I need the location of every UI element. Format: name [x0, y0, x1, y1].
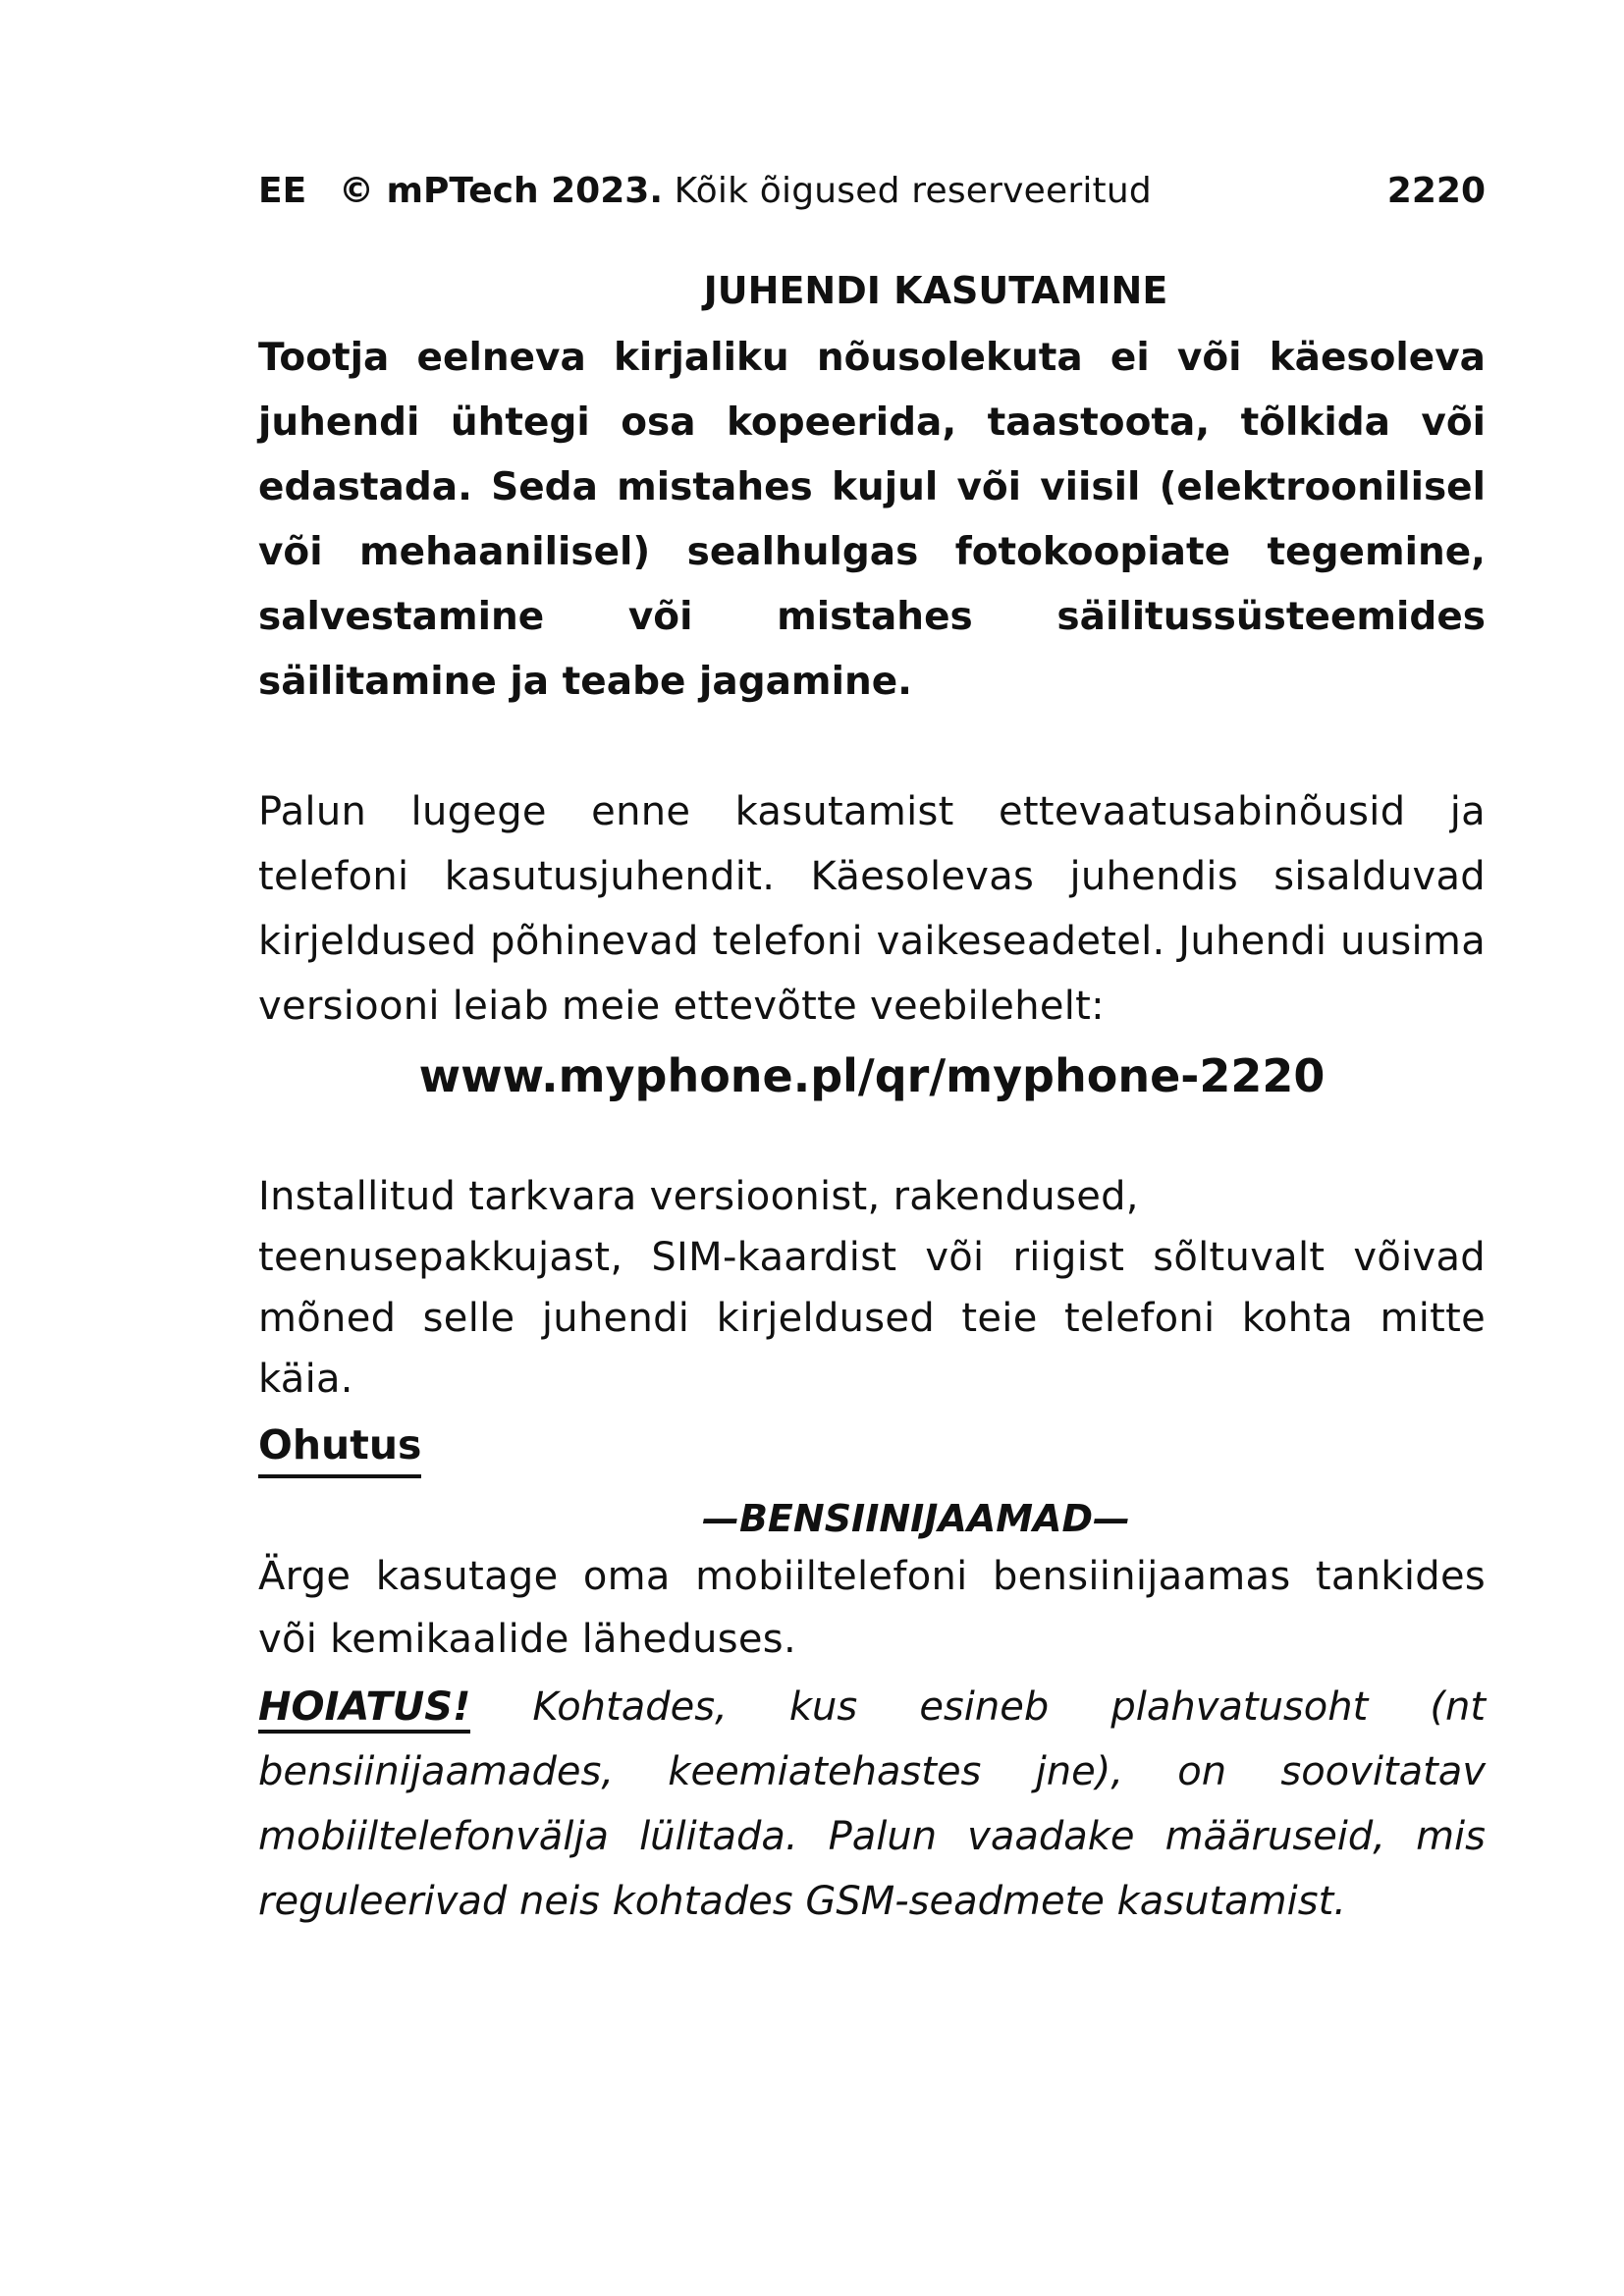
safety-heading: Ohutus: [258, 1415, 421, 1478]
manual-page: [258, 165, 1486, 1934]
software-notice: [258, 1166, 1486, 1410]
warning-paragraph: [258, 1675, 1486, 1934]
language-code: EE: [258, 171, 307, 211]
section-heading: JUHENDI KASUTAMINE: [703, 269, 1168, 312]
copyright-rights: Kõik õigused reserveeritud: [663, 171, 1152, 211]
software-notice-body: teenusepakkujast, SIM-kaardist või riigist sõltuvalt võivad mõned selle juhendi kirjeldused teie telefoni kohta mitte käia.: [258, 1235, 1486, 1402]
page-header: [258, 165, 1486, 218]
manual-url-link[interactable]: www.myphone.pl/qr/myphone-2220: [418, 1049, 1326, 1102]
warning-label: HOIATUS!: [258, 1684, 470, 1734]
copyright-holder: © mPTech 2023.: [339, 171, 663, 211]
legal-notice: Tootja eelneva kirjaliku nõusolekuta ei või käesoleva juhendi ühtegi osa kopeerida, taastoota, tõlkida või edastada. Seda mistahes kujul või viisil (elektroonilisel või mehaanilisel) sealhulgas fotokoopiate tegemine, salvestamine või mistahes säilitussüsteemides säilitamine ja teabe jagamine.: [258, 336, 1486, 704]
warning-text: Kohtades, kus esineb plahvatusoht (nt bensiinijaamades, keemiatehastes jne), on soovitatav mobiiltelefonvälja lülitada. Palun vaadake määruseid, mis reguleerivad neis kohtades GSM-seadmete kasutamist.: [258, 1684, 1486, 1924]
model-number: 2220: [1386, 171, 1486, 211]
petrol-stations-subheading: —BENSIINIJAAMAD—: [701, 1497, 1131, 1540]
intro-paragraph: Palun lugege enne kasutamist ettevaatusabinõusid ja telefoni kasutusjuhendit. Käesolevas juhendis sisalduvad kirjeldused põhinevad telefoni vaikeseadetel. Juhendi uusima versiooni leiab meie ettevõtte veebilehelt:: [258, 789, 1486, 1029]
software-notice-first-line: Installitud tarkvara versioonist, rakendused,: [258, 1174, 1139, 1219]
petrol-stations-paragraph: Ärge kasutage oma mobiiltelefoni bensiinijaamas tankides või kemikaalide läheduses.: [258, 1554, 1486, 1662]
copyright-notice: [339, 165, 1152, 218]
